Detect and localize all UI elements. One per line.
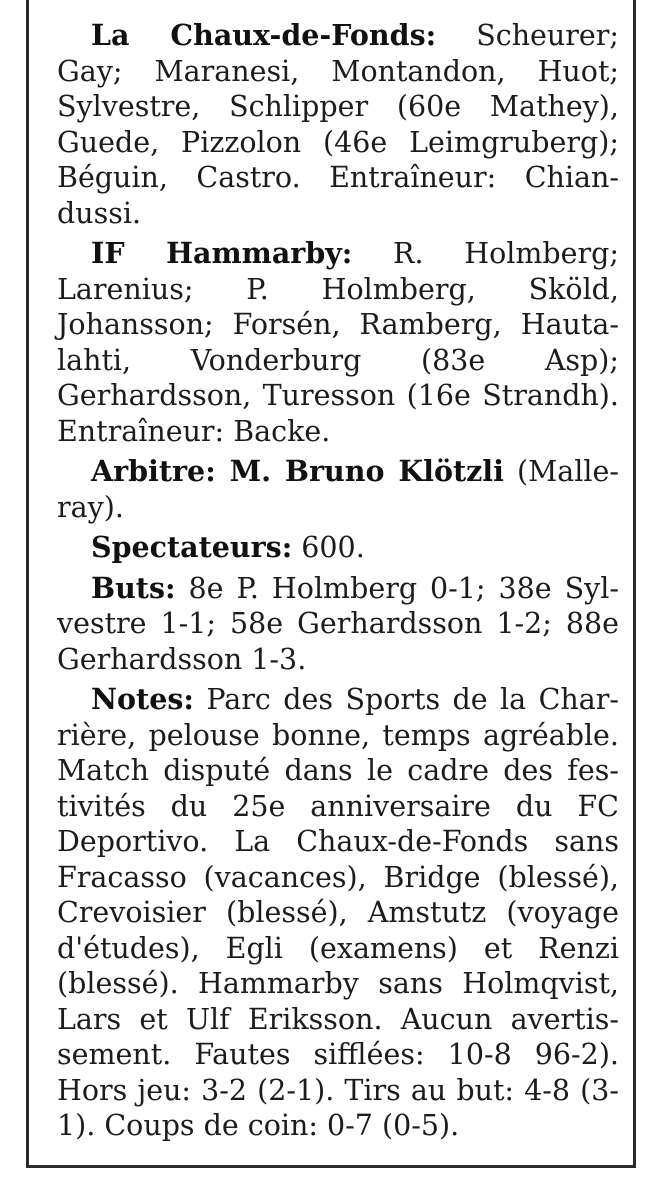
goals-paragraph [57,571,619,678]
team-label: La Chaux-de-Fonds: [91,18,437,52]
spectators-paragraph [57,530,619,566]
lineup-la-chaux-de-fonds [57,18,619,231]
notes-paragraph [57,682,619,1144]
lineup-text: Scheurer; Gay; Maranesi, Montandon, Huot; Sylvestre, Schlipper (60e Mathey), Guede, Pizzolon (46e Leimgruberg); Béguin, Castro. Entraîneur: Chiandussi. [57,19,619,230]
referee-paragraph [57,454,619,525]
spectators-label: Spectateurs: [91,530,293,564]
referee-label: Arbitre: M. Bruno Klötzli [91,454,504,488]
notes-text: Parc des Sports de la Charrière, pelouse bonne, temps agréable. Match disputé dans le cadre des festivités du 25e anniversaire du FC Deportivo. La Chaux-de-Fonds sans Fracasso (vacances), Bridge (blessé), Crevoisier (blessé), Amstutz (voyage d'études), Egli (examens) et Renzi (blessé). Hammarby sans Holmqvist, Lars et Ulf Eriksson. Aucun avertissement. Fautes sifflées: 10-8 96-2). Hors jeu: 3-2 (2-1). Tirs au but: 4-8 (3-1). Coups de coin: 0-7 (0-5). [57,683,619,1142]
spectators-text: 600. [292,531,365,564]
lineup-if-hammarby [57,236,619,449]
goals-text: 8e P. Holmberg 0-1; 38e Sylvestre 1-1; 58e Gerhardsson 1-2; 88e Gerhardsson 1-3. [57,571,619,676]
goals-label: Buts: [91,570,176,605]
referee-text: (Malleray). [57,455,619,524]
match-report-text [57,18,619,1149]
notes-label: Notes: [91,682,194,716]
lineup-text: R. Holmberg; Larenius; P. Holmberg, Sköld, Johansson; Forsén, Ramberg, Hautalahti, Vonderburg (83e Asp); Gerhardsson, Turesson (16e Strandh). Entraîneur: Backe. [57,237,620,448]
team-label: IF Hammarby: [91,236,353,270]
